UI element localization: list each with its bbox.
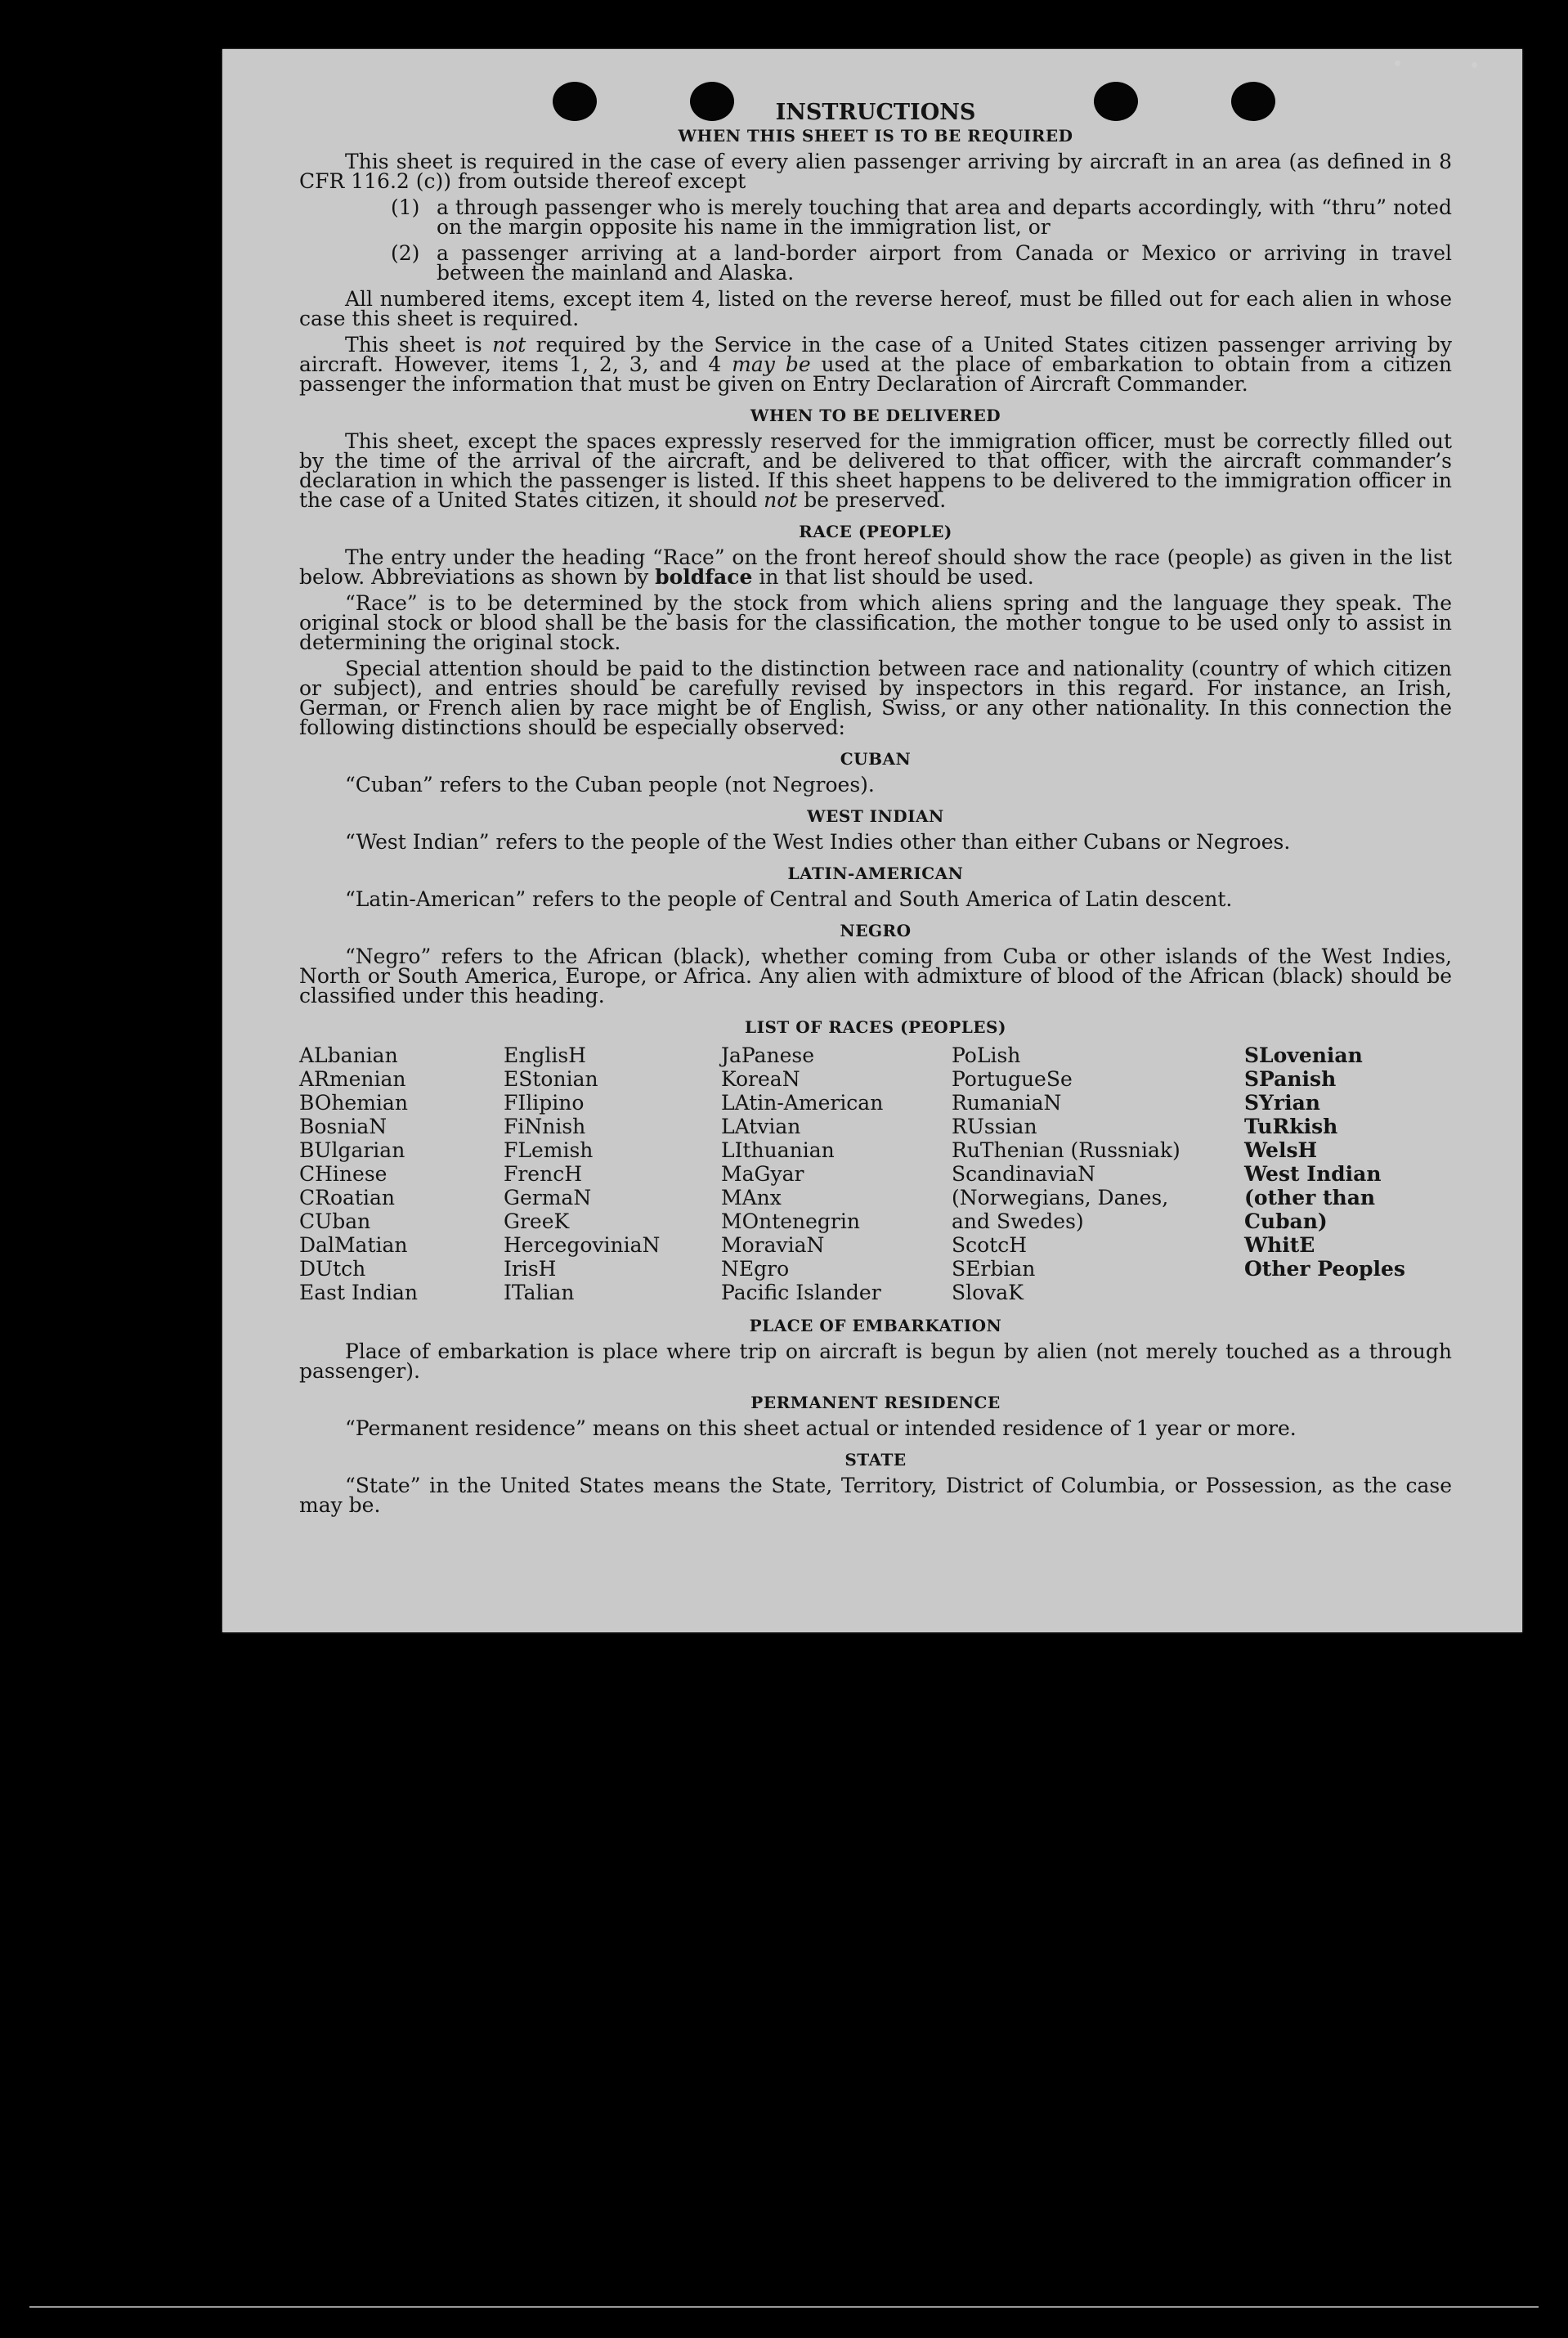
race-entry: DUtch <box>299 1257 366 1281</box>
section-heading-negro: NEGRO <box>840 921 912 940</box>
race-entry: TuRkish <box>1244 1115 1338 1138</box>
races-column <box>952 1043 1244 1304</box>
races-column <box>299 1043 504 1304</box>
race-entry: ITalian <box>504 1281 575 1304</box>
section-heading-required: WHEN THIS SHEET IS TO BE REQUIRED <box>678 126 1073 146</box>
race-entry: PortugueSe <box>952 1067 1073 1091</box>
race-entry: ScotcH <box>952 1233 1028 1257</box>
race-entry: PoLish <box>952 1043 1021 1067</box>
race-entry: ARmenian <box>299 1067 406 1091</box>
exception-item <box>391 195 1452 239</box>
race-entry: FrencH <box>504 1162 582 1186</box>
exception-item <box>391 241 1452 285</box>
races-column <box>1244 1043 1452 1304</box>
paragraph: This sheet is required in the case of every alien passenger arriving by aircraft in an area (as defined in 8 CFR 116.2 (c)) from outside thereof except <box>299 150 1452 193</box>
race-entry: CUban <box>299 1209 371 1233</box>
race-entry: RumaniaN <box>952 1091 1062 1115</box>
race-entry: KoreaN <box>721 1067 800 1091</box>
race-entry: West Indian (other than Cuban) <box>1244 1162 1382 1233</box>
race-entry: ScandinaviaN (Norwegians, Danes, and Swedes) <box>952 1162 1169 1233</box>
scan-edge-line <box>29 2306 1539 2308</box>
item-text: a passenger arriving at a land-border airport from Canada or Mexico or arriving in travel between the mainland and Alaska. <box>437 241 1452 285</box>
paragraph: “State” in the United States means the State, Territory, District of Columbia, or Possession, as the case may be. <box>299 1474 1452 1517</box>
race-entry: SlovaK <box>952 1281 1024 1304</box>
section-heading-embarkation: PLACE OF EMBARKATION <box>749 1316 1002 1335</box>
race-entry: GermaN <box>504 1186 592 1209</box>
paragraph: “Negro” refers to the African (black), whether coming from Cuba or other islands of the West Indies, North or South America, Europe, or Africa. Any alien with admixture of blood of the African (black) should be classified under this heading. <box>299 945 1452 1007</box>
paragraph: This sheet is not required by the Service in the case of a United States citizen passenger arriving by aircraft. However, items 1, 2, 3, and 4 may be used at the place of embarkation to obtain from a citizen passenger the information that must be given on Entry Declaration of Aircraft Commander. <box>299 333 1452 396</box>
race-entry: EnglisH <box>504 1043 586 1067</box>
race-entry: IrisH <box>504 1257 557 1281</box>
section-heading-west-indian: WEST INDIAN <box>807 806 944 826</box>
section-heading-state: STATE <box>844 1450 907 1470</box>
race-entry: JaPanese <box>721 1043 815 1067</box>
race-entry: RuThenian (Russniak) <box>952 1138 1180 1162</box>
race-entry: RUssian <box>952 1115 1037 1138</box>
race-entry: WelsH <box>1244 1138 1318 1162</box>
section-heading-latin-american: LATIN-AMERICAN <box>787 864 964 883</box>
races-column <box>721 1043 952 1304</box>
race-entry: Pacific Islander <box>721 1281 881 1304</box>
race-entry: FIlipino <box>504 1091 585 1115</box>
race-entry: CRoatian <box>299 1186 395 1209</box>
item-text: a through passenger who is merely touching that area and departs accordingly, with “thru” noted on the margin opposite his name in the immigration list, or <box>437 195 1452 239</box>
paragraph: All numbered items, except item 4, listed on the reverse hereof, must be filled out for each alien in whose case this sheet is required. <box>299 287 1452 330</box>
race-entry: SPanish <box>1244 1067 1337 1091</box>
section-heading-delivered: WHEN TO BE DELIVERED <box>750 406 1001 425</box>
race-entry: LIthuanian <box>721 1138 835 1162</box>
paragraph: “Race” is to be determined by the stock from which aliens spring and the language they speak. The original stock or blood shall be the basis for the classification, the mother tongue to be used only to assist in determining the original stock. <box>299 591 1452 654</box>
paragraph: Special attention should be paid to the distinction between race and nationality (country of which citizen or subject), and entries should be carefully revised by inspectors in this regard. For instance, an Irish, German, or French alien by race might be of English, Swiss, or any other nationality. In this connection the following distinctions should be especially observed: <box>299 657 1452 739</box>
race-entry: DalMatian <box>299 1233 408 1257</box>
race-entry: SErbian <box>952 1257 1036 1281</box>
item-number: (2) <box>391 241 420 265</box>
paragraph: This sheet, except the spaces expressly reserved for the immigration officer, must be correctly filled out by the time of the arrival of the aircraft, and be delivered to that officer, with the aircraft commander’s declaration in which the passenger is listed. If this sheet happens to be delivered to the immigration officer in the case of a United States citizen, it should not be preserved. <box>299 429 1452 512</box>
paragraph: “West Indian” refers to the people of the West Indies other than either Cubans or Negroes. <box>345 830 1291 854</box>
race-entry: MOntenegrin <box>721 1209 860 1233</box>
race-entry: NEgro <box>721 1257 790 1281</box>
paragraph: Place of embarkation is place where trip on aircraft is begun by alien (not merely touched as a through passenger). <box>299 1340 1452 1383</box>
race-entry: WhitE <box>1244 1233 1315 1257</box>
races-table <box>299 1043 1452 1304</box>
race-entry: ALbanian <box>299 1043 398 1067</box>
paragraph: “Latin-American” refers to the people of Central and South America of Latin descent. <box>345 887 1233 911</box>
races-column <box>504 1043 721 1304</box>
race-entry: BUlgarian <box>299 1138 405 1162</box>
race-entry: MoraviaN <box>721 1233 825 1257</box>
race-entry: SLovenian <box>1244 1043 1363 1067</box>
race-entry: HercegoviniaN <box>504 1233 661 1257</box>
race-entry: MAnx <box>721 1186 782 1209</box>
paragraph: “Permanent residence” means on this sheet actual or intended residence of 1 year or more. <box>345 1416 1297 1440</box>
race-entry: SYrian <box>1244 1091 1320 1115</box>
race-entry: FiNnish <box>504 1115 586 1138</box>
race-entry: East Indian <box>299 1281 418 1304</box>
race-entry: CHinese <box>299 1162 388 1186</box>
race-entry: FLemish <box>504 1138 594 1162</box>
section-heading-races-list: LIST OF RACES (PEOPLES) <box>745 1017 1006 1037</box>
instructions-body <box>299 100 1452 1517</box>
race-entry: MaGyar <box>721 1162 804 1186</box>
item-number: (1) <box>391 195 420 219</box>
paragraph: The entry under the heading “Race” on the front hereof should show the race (people) as given in the list below. Abbreviations as shown by boldface in that list should be used. <box>299 545 1452 589</box>
dust-speck <box>1472 62 1477 68</box>
page-title: INSTRUCTIONS <box>775 100 976 125</box>
dust-speck <box>1395 61 1400 66</box>
race-entry: LAtin-American <box>721 1091 884 1115</box>
race-entry: BosniaN <box>299 1115 388 1138</box>
document-page <box>222 49 1522 1632</box>
race-entry: LAtvian <box>721 1115 801 1138</box>
paragraph: “Cuban” refers to the Cuban people (not Negroes). <box>345 773 875 797</box>
race-entry: BOhemian <box>299 1091 408 1115</box>
race-entry: GreeK <box>504 1209 570 1233</box>
section-heading-cuban: CUBAN <box>840 749 912 769</box>
race-entry: EStonian <box>504 1067 598 1091</box>
race-entry: Other Peoples <box>1244 1257 1405 1281</box>
section-heading-residence: PERMANENT RESIDENCE <box>750 1393 1001 1412</box>
section-heading-race: RACE (PEOPLE) <box>799 522 952 541</box>
